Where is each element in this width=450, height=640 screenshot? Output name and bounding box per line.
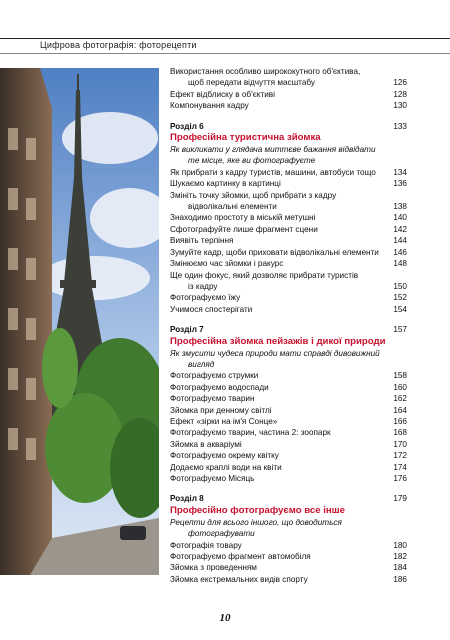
- section-subtitle: Як змусити чудеса природи мати справді дивовижний: [170, 348, 380, 358]
- toc-entry-page: 136: [393, 179, 407, 189]
- toc-entry-title: Фотографуємо струмки: [170, 371, 259, 381]
- toc-entry: [170, 178, 407, 189]
- toc-entry-title: Фотографуємо їжу: [170, 293, 241, 303]
- toc-entry: [170, 292, 407, 303]
- toc-entry: [170, 574, 407, 585]
- section-title: Професійна зйомка пейзажів і дикої природи: [170, 335, 386, 347]
- toc-entry-page: 160: [393, 382, 407, 392]
- toc-entry-page: 128: [393, 89, 407, 99]
- section-page: 133: [393, 121, 407, 131]
- toc-entry-page: 150: [393, 281, 407, 291]
- toc-entry: [170, 201, 407, 212]
- toc-entry-title: Фотографуємо окрему квітку: [170, 451, 279, 461]
- section-subtitle: Рецепти для всього іншого, що доводиться: [170, 517, 342, 527]
- toc-entry-title: Фотографуємо тварин, частина 2: зоопарк: [170, 428, 331, 438]
- section-heading: [170, 493, 407, 504]
- section-title: Професійно фотографуємо все інше: [170, 504, 346, 516]
- section-subtitle: Як викликати у глядача миттєве бажання відвідати: [170, 145, 376, 155]
- toc-entry: [170, 258, 407, 269]
- toc-entry-page: 130: [393, 101, 407, 111]
- eiffel-tower-photo: [0, 68, 159, 575]
- toc-entry-page: 162: [393, 394, 407, 404]
- toc-entry-title: Ефект «зірки на ім'я Сонце»: [170, 416, 278, 426]
- toc-entry: [170, 247, 407, 258]
- toc-entry-title: Виявіть терпіння: [170, 236, 234, 246]
- section-subtitle: вигляд: [188, 359, 215, 369]
- toc-entry-title: Фотографуємо водоспади: [170, 382, 269, 392]
- toc-entry-page: 174: [393, 462, 407, 472]
- toc-entry-page: 134: [393, 167, 407, 177]
- toc-entry: [170, 66, 407, 77]
- toc-entry: [170, 100, 407, 111]
- toc-entry-page: 172: [393, 451, 407, 461]
- toc-entry-title: Знаходимо простоту в міській метушні: [170, 213, 316, 223]
- toc-entry-title: із кадру: [188, 281, 218, 291]
- toc-entry: [170, 405, 407, 416]
- toc-entry: [170, 77, 407, 88]
- toc-entry-title: Зйомка в акваріумі: [170, 439, 242, 449]
- toc-entry: [170, 473, 407, 484]
- section-label: Розділ 7: [170, 325, 204, 335]
- toc-entry: [170, 562, 407, 573]
- toc-entry: [170, 450, 407, 461]
- toc-entry: [170, 224, 407, 235]
- toc-entry-title: Ефект відблиску в об'єктиві: [170, 89, 275, 99]
- toc-entry-title: Змінюємо час зйомки і ракурс: [170, 259, 284, 269]
- section-label: Розділ 8: [170, 494, 204, 504]
- toc-entry-title: Фотографуємо фрагмент автомобіля: [170, 552, 311, 562]
- header-rule-bottom: [0, 53, 450, 54]
- toc-entry-title: Фотографуємо Місяць: [170, 474, 255, 483]
- section-label: Розділ 6: [170, 121, 204, 131]
- toc-entry-title: Компонування кадру: [170, 101, 249, 111]
- toc-entry-title: Фотографуємо тварин: [170, 394, 255, 404]
- toc-entry-title: Сфотографуйте лише фрагмент сцени: [170, 224, 318, 234]
- toc-entry: [170, 89, 407, 100]
- toc-entry: [170, 235, 407, 246]
- toc-entry-page: 140: [393, 213, 407, 223]
- toc-entry: [170, 416, 407, 427]
- toc-entry-title: Зйомка при денному світлі: [170, 405, 272, 415]
- toc-entry-page: 186: [393, 574, 407, 584]
- page-number: 10: [219, 612, 231, 624]
- section-title: Професійна туристична зйомка: [170, 132, 321, 144]
- toc-entry: [170, 551, 407, 562]
- toc-entry-page: 146: [393, 247, 407, 257]
- toc-entry: [170, 304, 407, 315]
- toc-entry-title: відволікальні елементи: [188, 202, 277, 212]
- toc-entry-page: 148: [393, 259, 407, 269]
- toc-entry-title: Зумуйте кадр, щоби приховати відволікальні елементи: [170, 247, 379, 257]
- toc-entry-page: 152: [393, 293, 407, 303]
- running-header-title: Цифрова фотографія: фоторецепти: [40, 40, 197, 50]
- toc-entry-title: Фотографія товару: [170, 540, 242, 550]
- header-rule-top: [0, 38, 450, 39]
- toc-entry: [170, 281, 407, 292]
- toc-entry-title: Як прибрати з кадру туристів, машини, автобуси тощо: [170, 167, 376, 177]
- section-heading: [170, 324, 407, 335]
- section-page: 157: [393, 325, 407, 335]
- toc-entry-page: 158: [393, 371, 407, 381]
- toc-entry-title: Зйомка з проведенням: [170, 563, 257, 573]
- toc-entry-page: 154: [393, 304, 407, 314]
- toc-entry-title: Змініть точку зйомки, щоб прибрати з кадру: [170, 190, 337, 200]
- toc-entry: [170, 462, 407, 473]
- toc-entry-title: Додаємо краплі води на квіти: [170, 462, 282, 472]
- toc-entry: [170, 190, 407, 201]
- toc-entry-page: 126: [393, 78, 407, 88]
- toc-entry-page: 142: [393, 224, 407, 234]
- toc-entry-page: 144: [393, 236, 407, 246]
- toc-entry-page: 170: [393, 439, 407, 449]
- section-page: 179: [393, 494, 407, 504]
- toc-entry-title: Використання особливо ширококутного об'єктива,: [170, 67, 361, 76]
- toc-entry: [170, 212, 407, 223]
- toc-entry: [170, 540, 407, 551]
- section-heading: [170, 121, 407, 132]
- section-subtitle: фотографувати: [188, 529, 255, 539]
- toc-entry: [170, 370, 407, 381]
- toc-entry: [170, 167, 407, 178]
- table-of-contents: [170, 66, 407, 585]
- toc-entry-title: Шукаємо картинку в картинці: [170, 179, 281, 189]
- toc-entry: [170, 439, 407, 450]
- toc-entry-page: 176: [393, 474, 407, 483]
- toc-entry-page: 182: [393, 552, 407, 562]
- toc-entry: [170, 382, 407, 393]
- toc-entry-page: 180: [393, 540, 407, 550]
- section-subtitle: те місце, яке ви фотографуєте: [188, 156, 316, 166]
- toc-entry-page: 138: [393, 202, 407, 212]
- toc-entry: [170, 270, 407, 281]
- toc-entry-page: 164: [393, 405, 407, 415]
- toc-entry: [170, 393, 407, 404]
- toc-entry-page: 168: [393, 428, 407, 438]
- toc-entry-title: Зйомка екстремальних видів спорту: [170, 574, 308, 584]
- toc-entry: [170, 427, 407, 438]
- toc-entry-page: 166: [393, 416, 407, 426]
- toc-entry-title: Учимося спостерігати: [170, 304, 253, 314]
- toc-entry-title: Ще один фокус, який дозволяє прибрати туристів: [170, 270, 359, 280]
- toc-entry-title: щоб передати відчуття масштабу: [188, 78, 315, 88]
- toc-entry-page: 184: [393, 563, 407, 573]
